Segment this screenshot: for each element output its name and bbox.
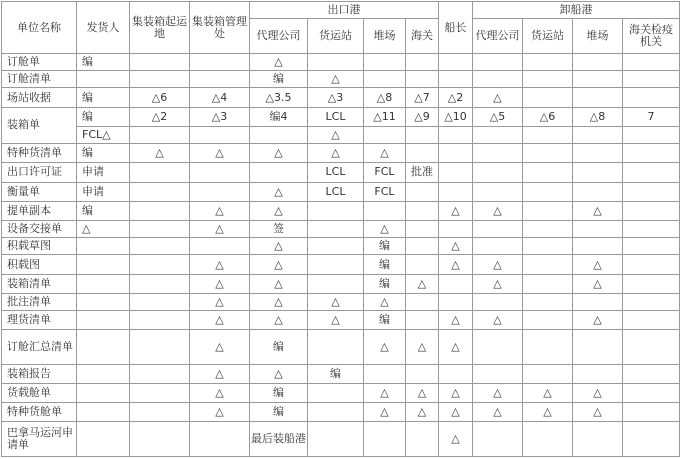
cell-captain — [439, 293, 473, 310]
cell-export-freight-station — [308, 255, 364, 274]
cell-export-yard — [364, 54, 406, 71]
cell-container-origin — [130, 126, 190, 143]
cell-export-customs — [406, 422, 439, 457]
cell-captain: △10 — [439, 107, 473, 126]
cell-container-management — [190, 422, 250, 457]
cell-shipper — [77, 274, 130, 293]
cell-export-yard — [364, 126, 406, 143]
cell-export-agent: 编4 — [250, 107, 308, 126]
cell-container-management: △ — [190, 364, 250, 383]
cell-import-freight-station — [523, 422, 573, 457]
cell-export-yard — [364, 201, 406, 220]
header-import-yard: 堆场 — [573, 19, 623, 54]
cell-shipper: 编 — [77, 54, 130, 71]
cell-container-management: △ — [190, 330, 250, 364]
cell-export-yard — [364, 364, 406, 383]
cell-import-agent — [473, 364, 523, 383]
header-quarantine: 海关检疫机关 — [623, 19, 680, 54]
row-label: 订舱清单 — [2, 71, 77, 88]
row-label: 特种货舱单 — [2, 403, 77, 422]
row-label: 衡量单 — [2, 182, 77, 201]
cell-export-agent — [250, 126, 308, 143]
cell-container-origin — [130, 182, 190, 201]
cell-shipper — [77, 330, 130, 364]
cell-container-management: △ — [190, 293, 250, 310]
cell-export-customs: △ — [406, 403, 439, 422]
cell-container-management — [190, 238, 250, 255]
cell-shipper: 编 — [77, 144, 130, 163]
table-row — [2, 238, 680, 255]
cell-import-agent: △ — [473, 311, 523, 330]
cell-container-origin — [130, 71, 190, 88]
row-label: 出口许可证 — [2, 163, 77, 182]
cell-container-management — [190, 182, 250, 201]
cell-import-agent: △5 — [473, 107, 523, 126]
cell-import-freight-station: △ — [523, 383, 573, 402]
cell-shipper — [77, 422, 130, 457]
cell-export-yard: FCL — [364, 163, 406, 182]
cell-export-agent: △ — [250, 255, 308, 274]
cell-container-management: △ — [190, 221, 250, 238]
cell-export-agent: △ — [250, 144, 308, 163]
cell-import-freight-station — [523, 163, 573, 182]
cell-export-freight-station: LCL — [308, 163, 364, 182]
table-row — [2, 163, 680, 182]
cell-import-agent — [473, 238, 523, 255]
cell-import-freight-station: △6 — [523, 107, 573, 126]
row-label: 订舱单 — [2, 54, 77, 71]
cell-shipper: 申请 — [77, 182, 130, 201]
row-label: 装箱报告 — [2, 364, 77, 383]
cell-container-management — [190, 54, 250, 71]
cell-container-origin — [130, 54, 190, 71]
cell-export-freight-station: △ — [308, 144, 364, 163]
cell-quarantine — [623, 144, 680, 163]
cell-export-agent: △ — [250, 182, 308, 201]
cell-captain — [439, 221, 473, 238]
cell-quarantine — [623, 163, 680, 182]
cell-import-freight-station — [523, 54, 573, 71]
cell-container-management: △ — [190, 383, 250, 402]
cell-export-yard: △ — [364, 221, 406, 238]
cell-export-yard: △ — [364, 293, 406, 310]
cell-export-customs — [406, 364, 439, 383]
header-export-freight-station: 货运站 — [308, 19, 364, 54]
row-label: 提单副本 — [2, 201, 77, 220]
cell-quarantine — [623, 221, 680, 238]
header-import-port: 卸船港 — [473, 2, 680, 19]
cell-quarantine — [623, 330, 680, 364]
row-label: 积载图 — [2, 255, 77, 274]
row-label: 货载舱单 — [2, 383, 77, 402]
table-row — [2, 126, 680, 143]
cell-export-customs — [406, 126, 439, 143]
cell-import-freight-station — [523, 330, 573, 364]
cell-export-freight-station — [308, 383, 364, 402]
cell-shipper: 编 — [77, 107, 130, 126]
cell-container-management: △ — [190, 201, 250, 220]
cell-export-freight-station — [308, 54, 364, 71]
cell-export-agent: 编 — [250, 71, 308, 88]
cell-import-agent — [473, 54, 523, 71]
cell-export-freight-station — [308, 274, 364, 293]
cell-export-customs — [406, 182, 439, 201]
cell-export-yard: △11 — [364, 107, 406, 126]
cell-quarantine — [623, 201, 680, 220]
cell-container-origin: △2 — [130, 107, 190, 126]
cell-export-customs: △ — [406, 330, 439, 364]
cell-shipper: 编 — [77, 201, 130, 220]
cell-import-freight-station — [523, 201, 573, 220]
cell-import-agent — [473, 71, 523, 88]
cell-export-customs — [406, 238, 439, 255]
cell-export-customs — [406, 221, 439, 238]
cell-container-management — [190, 163, 250, 182]
cell-quarantine — [623, 311, 680, 330]
cell-import-agent: △ — [473, 255, 523, 274]
cell-export-agent: 签 — [250, 221, 308, 238]
cell-export-yard: △8 — [364, 88, 406, 107]
cell-container-management — [190, 71, 250, 88]
cell-shipper — [77, 383, 130, 402]
cell-import-agent — [473, 293, 523, 310]
cell-export-freight-station — [308, 201, 364, 220]
row-label: 理货清单 — [2, 311, 77, 330]
cell-quarantine — [623, 255, 680, 274]
cell-import-agent — [473, 422, 523, 457]
cell-import-freight-station — [523, 274, 573, 293]
cell-container-origin — [130, 201, 190, 220]
table-row — [2, 107, 680, 126]
cell-export-freight-station — [308, 330, 364, 364]
header-export-customs: 海关 — [406, 19, 439, 54]
cell-export-customs — [406, 144, 439, 163]
cell-import-yard: △ — [573, 383, 623, 402]
cell-import-yard: △ — [573, 311, 623, 330]
header-export-yard: 堆场 — [364, 19, 406, 54]
cell-container-management: △3 — [190, 107, 250, 126]
row-label: 设备交接单 — [2, 221, 77, 238]
cell-import-freight-station — [523, 221, 573, 238]
table-row — [2, 144, 680, 163]
cell-import-yard: △8 — [573, 107, 623, 126]
cell-import-yard — [573, 364, 623, 383]
cell-quarantine — [623, 54, 680, 71]
cell-export-agent: △ — [250, 54, 308, 71]
header-container-origin: 集装箱起运地 — [130, 2, 190, 54]
cell-shipper — [77, 71, 130, 88]
document-flow-table — [1, 1, 680, 457]
cell-import-yard — [573, 88, 623, 107]
cell-export-agent: △ — [250, 201, 308, 220]
cell-export-agent: 编 — [250, 383, 308, 402]
cell-import-agent: △ — [473, 403, 523, 422]
cell-container-origin — [130, 383, 190, 402]
cell-quarantine — [623, 126, 680, 143]
table-row — [2, 364, 680, 383]
cell-export-customs — [406, 311, 439, 330]
cell-container-management: △ — [190, 403, 250, 422]
cell-import-agent: △ — [473, 383, 523, 402]
cell-export-customs: △ — [406, 383, 439, 402]
cell-quarantine — [623, 71, 680, 88]
table-row — [2, 255, 680, 274]
cell-shipper — [77, 293, 130, 310]
cell-export-freight-station: △ — [308, 126, 364, 143]
cell-import-freight-station — [523, 88, 573, 107]
cell-container-origin — [130, 403, 190, 422]
table-row — [2, 182, 680, 201]
cell-import-yard: △ — [573, 274, 623, 293]
cell-import-agent — [473, 126, 523, 143]
cell-import-agent: △ — [473, 88, 523, 107]
cell-shipper: FCL△ — [77, 126, 130, 143]
cell-container-management: △ — [190, 144, 250, 163]
cell-container-origin — [130, 293, 190, 310]
cell-import-yard — [573, 330, 623, 364]
table-row — [2, 71, 680, 88]
cell-export-agent: △ — [250, 293, 308, 310]
header-export-agent: 代理公司 — [250, 19, 308, 54]
cell-export-customs: △9 — [406, 107, 439, 126]
cell-export-freight-station — [308, 221, 364, 238]
cell-import-agent — [473, 144, 523, 163]
cell-captain: △ — [439, 422, 473, 457]
cell-import-agent — [473, 330, 523, 364]
cell-import-freight-station — [523, 255, 573, 274]
cell-quarantine — [623, 182, 680, 201]
cell-captain — [439, 364, 473, 383]
cell-export-customs — [406, 71, 439, 88]
cell-import-yard — [573, 71, 623, 88]
cell-import-yard — [573, 221, 623, 238]
header-container-management: 集装箱管理处 — [190, 2, 250, 54]
cell-export-agent — [250, 163, 308, 182]
cell-export-yard: 编 — [364, 311, 406, 330]
cell-export-freight-station: 编 — [308, 364, 364, 383]
cell-export-customs — [406, 54, 439, 71]
cell-captain — [439, 71, 473, 88]
cell-container-origin — [130, 330, 190, 364]
cell-shipper — [77, 255, 130, 274]
table-row — [2, 383, 680, 402]
cell-export-freight-station: △ — [308, 293, 364, 310]
cell-import-freight-station: △ — [523, 403, 573, 422]
cell-import-yard: △ — [573, 403, 623, 422]
cell-export-agent: △3.5 — [250, 88, 308, 107]
cell-captain — [439, 182, 473, 201]
cell-container-origin — [130, 311, 190, 330]
cell-export-yard: 编 — [364, 274, 406, 293]
cell-import-yard — [573, 144, 623, 163]
header-row-group — [2, 2, 680, 19]
cell-export-freight-station — [308, 403, 364, 422]
cell-import-agent: △ — [473, 274, 523, 293]
cell-captain — [439, 54, 473, 71]
header-item-name: 单位名称 — [2, 2, 77, 54]
cell-export-freight-station: LCL — [308, 107, 364, 126]
cell-shipper: 编 — [77, 88, 130, 107]
cell-export-agent: △ — [250, 274, 308, 293]
cell-export-freight-station: △ — [308, 71, 364, 88]
row-label: 订舱汇总清单 — [2, 330, 77, 364]
cell-export-yard: △ — [364, 383, 406, 402]
cell-import-yard — [573, 126, 623, 143]
cell-captain: △ — [439, 330, 473, 364]
table-row — [2, 54, 680, 71]
cell-export-freight-station: LCL — [308, 182, 364, 201]
cell-export-yard — [364, 422, 406, 457]
table-row — [2, 330, 680, 364]
cell-export-agent: △ — [250, 238, 308, 255]
cell-import-freight-station — [523, 126, 573, 143]
cell-export-yard: △ — [364, 330, 406, 364]
cell-quarantine — [623, 422, 680, 457]
cell-container-management: △ — [190, 274, 250, 293]
cell-quarantine — [623, 403, 680, 422]
table-row — [2, 403, 680, 422]
cell-import-yard — [573, 422, 623, 457]
cell-import-freight-station — [523, 293, 573, 310]
cell-import-agent — [473, 163, 523, 182]
cell-export-agent: △ — [250, 364, 308, 383]
header-shipper: 发货人 — [77, 2, 130, 54]
table-row — [2, 88, 680, 107]
cell-shipper — [77, 403, 130, 422]
cell-captain: △ — [439, 311, 473, 330]
cell-captain — [439, 144, 473, 163]
cell-import-freight-station — [523, 364, 573, 383]
cell-shipper: 申请 — [77, 163, 130, 182]
cell-captain: △ — [439, 201, 473, 220]
cell-captain: △2 — [439, 88, 473, 107]
cell-export-yard: △ — [364, 403, 406, 422]
cell-import-freight-station — [523, 238, 573, 255]
cell-shipper: △ — [77, 221, 130, 238]
cell-quarantine — [623, 383, 680, 402]
cell-import-freight-station — [523, 311, 573, 330]
cell-quarantine — [623, 88, 680, 107]
cell-container-origin: △ — [130, 144, 190, 163]
cell-import-yard — [573, 54, 623, 71]
cell-export-yard: 编 — [364, 255, 406, 274]
cell-container-origin — [130, 221, 190, 238]
row-label: 批注清单 — [2, 293, 77, 310]
cell-import-freight-station — [523, 71, 573, 88]
row-label: 积载草图 — [2, 238, 77, 255]
cell-captain: △ — [439, 255, 473, 274]
cell-container-origin — [130, 238, 190, 255]
cell-export-customs: 批准 — [406, 163, 439, 182]
cell-import-yard — [573, 238, 623, 255]
cell-container-origin — [130, 422, 190, 457]
cell-container-management: △4 — [190, 88, 250, 107]
cell-container-origin: △6 — [130, 88, 190, 107]
cell-export-yard: 编 — [364, 238, 406, 255]
table-row — [2, 293, 680, 310]
cell-quarantine — [623, 293, 680, 310]
cell-export-customs — [406, 201, 439, 220]
cell-export-agent: 编 — [250, 403, 308, 422]
cell-export-freight-station — [308, 422, 364, 457]
cell-shipper — [77, 311, 130, 330]
row-label: 装箱清单 — [2, 274, 77, 293]
cell-export-customs — [406, 255, 439, 274]
cell-import-freight-station — [523, 144, 573, 163]
cell-export-freight-station — [308, 238, 364, 255]
cell-import-agent — [473, 182, 523, 201]
cell-container-management: △ — [190, 255, 250, 274]
header-captain: 船长 — [439, 2, 473, 54]
cell-captain — [439, 163, 473, 182]
cell-export-yard: FCL — [364, 182, 406, 201]
row-label: 特种货清单 — [2, 144, 77, 163]
cell-export-yard — [364, 71, 406, 88]
header-import-agent: 代理公司 — [473, 19, 523, 54]
table-row — [2, 274, 680, 293]
cell-export-agent: 编 — [250, 330, 308, 364]
header-import-freight-station: 货运站 — [523, 19, 573, 54]
cell-quarantine — [623, 274, 680, 293]
cell-export-yard: △ — [364, 144, 406, 163]
cell-captain: △ — [439, 238, 473, 255]
cell-export-freight-station: △ — [308, 311, 364, 330]
cell-quarantine — [623, 238, 680, 255]
header-export-port: 出口港 — [250, 2, 439, 19]
row-label: 巴拿马运河申请单 — [2, 422, 77, 457]
cell-shipper — [77, 364, 130, 383]
cell-container-management — [190, 126, 250, 143]
cell-export-customs — [406, 293, 439, 310]
cell-shipper — [77, 238, 130, 255]
cell-container-origin — [130, 163, 190, 182]
cell-captain — [439, 274, 473, 293]
row-label: 场站收据 — [2, 88, 77, 107]
cell-export-customs: △7 — [406, 88, 439, 107]
cell-quarantine — [623, 364, 680, 383]
cell-export-agent: 最后装船港 — [250, 422, 308, 457]
cell-container-origin — [130, 364, 190, 383]
cell-import-yard — [573, 163, 623, 182]
table-row — [2, 221, 680, 238]
cell-captain: △ — [439, 383, 473, 402]
table-row — [2, 311, 680, 330]
cell-export-freight-station: △3 — [308, 88, 364, 107]
cell-container-origin — [130, 255, 190, 274]
cell-import-yard: △ — [573, 201, 623, 220]
cell-container-management: △ — [190, 311, 250, 330]
cell-export-agent: △ — [250, 311, 308, 330]
table-row — [2, 201, 680, 220]
cell-import-yard — [573, 182, 623, 201]
cell-import-agent — [473, 221, 523, 238]
cell-import-agent: △ — [473, 201, 523, 220]
table-row — [2, 422, 680, 457]
cell-export-customs: △ — [406, 274, 439, 293]
cell-container-origin — [130, 274, 190, 293]
cell-captain — [439, 126, 473, 143]
cell-import-yard: △ — [573, 255, 623, 274]
cell-captain: △ — [439, 403, 473, 422]
row-label: 装箱单 — [2, 107, 77, 143]
cell-quarantine: 7 — [623, 107, 680, 126]
table-body — [2, 54, 680, 457]
cell-import-yard — [573, 293, 623, 310]
cell-import-freight-station — [523, 182, 573, 201]
